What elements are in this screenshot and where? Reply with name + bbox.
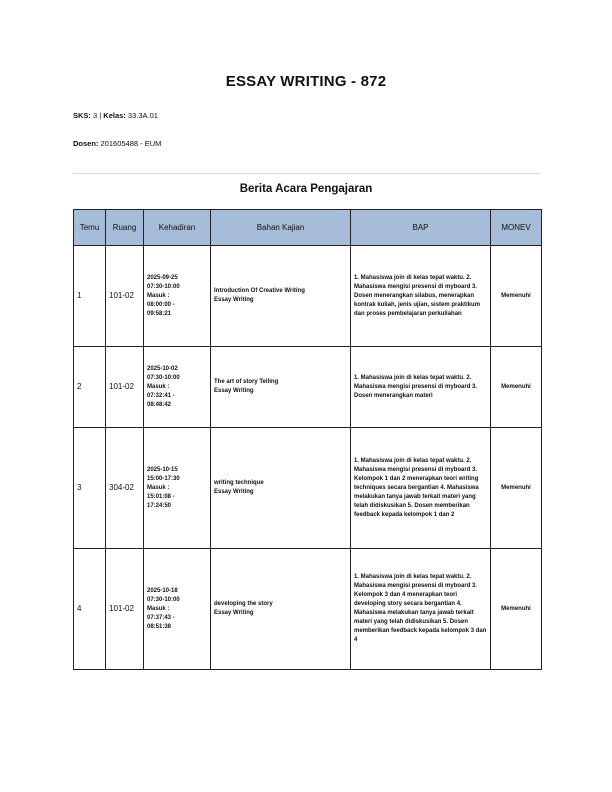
divider [73,173,541,174]
kehadiran-masuk-jam: 07:37:43 - [147,614,175,621]
cell-bap: 1. Mahasiswa join di kelas tepat waktu. 2. Mahasiswa mengisi presensi di myboard 3. Kelompok 1 dan 2 menerapkan teori writing techniques secara bergantian 4. Mahasiswa melakukan tanya jawab terkait materi yang telah didiskusikan 5. Dosen memberikan feedback kepada kelompok 1 dan 2 [351,428,491,549]
bahan-mata-kuliah: Essay Writing [214,489,254,495]
cell-temu: 1 [74,246,106,347]
kehadiran-masuk-label: Masuk : [147,484,170,491]
cell-ruang: 304-02 [106,428,144,549]
cell-bap: 1. Mahasiswa join di kelas tepat waktu. 2. Mahasiswa mengisi presensi di myboard 3. Dosen menerangkan silabus, menerapkan kontrak kuliah, jenis ujian, sistem praktikum dan proses pembelajaran perkuliahan [351,246,491,347]
cell-ruang: 101-02 [106,549,144,670]
bahan-mata-kuliah: Essay Writing [214,297,254,303]
sks-label: SKS: [73,111,91,120]
kehadiran-tanggal: 2025-10-18 [147,587,178,594]
bap-table [73,209,542,670]
cell-bahan-kajian [211,428,351,549]
header-kehadiran: Kehadiran [144,210,211,246]
kehadiran-jam: 07:30-10:00 [147,283,180,290]
kehadiran-masuk-jam: 07:32:41 - [147,392,175,399]
cell-bap: 1. Mahasiswa join di kelas tepat waktu. 2. Mahasiswa mengisi presensi di myboard 3. Kelompok 3 dan 4 menerapkan teori developing story secara bergantian 4. Mahasiswa melakukan tanya jawab terkait materi yang telah didiskusikan 5. Dosen memberikan feedback kepada kelompok 3 dan 4 [351,549,491,670]
cell-monev: Memenuhi [491,549,542,670]
course-info [73,111,158,120]
page-title: ESSAY WRITING - 872 [225,73,387,90]
kehadiran-tanggal: 2025-09-25 [147,274,178,281]
cell-ruang: 101-02 [106,246,144,347]
cell-monev: Memenuhi [491,347,542,428]
bahan-mata-kuliah: Essay Writing [214,610,254,616]
cell-temu: 2 [74,347,106,428]
table-row [74,347,542,428]
cell-kehadiran [144,428,211,549]
kehadiran-keluar-jam: 08:48:42 [147,401,172,408]
kelas-label: Kelas: [103,111,126,120]
cell-bahan-kajian [211,246,351,347]
dosen-value: 201605488 - EUM [98,139,162,148]
kehadiran-jam: 07:30-10:00 [147,374,180,381]
table-header-row [74,210,542,246]
cell-temu: 4 [74,549,106,670]
header-bahan-kajian: Bahan Kajian [211,210,351,246]
bahan-topik: writing technique [214,480,264,486]
kehadiran-tanggal: 2025-10-02 [147,365,178,372]
cell-monev: Memenuhi [491,246,542,347]
kehadiran-masuk-jam: 15:01:08 - [147,493,175,500]
table-row [74,428,542,549]
bahan-topik: The art of story Telling [214,379,279,385]
dosen-label: Dosen: [73,139,99,148]
bahan-topik: developing the story [214,601,273,607]
header-monev: MONEV [491,210,542,246]
kehadiran-keluar-jam: 08:51:38 [147,623,172,630]
kehadiran-masuk-jam: 08:00:00 - [147,301,175,308]
kehadiran-masuk-label: Masuk : [147,292,170,299]
cell-kehadiran [144,549,211,670]
kehadiran-masuk-label: Masuk : [147,383,170,390]
cell-kehadiran [144,246,211,347]
cell-monev: Memenuhi [491,428,542,549]
table-row [74,246,542,347]
cell-bahan-kajian [211,549,351,670]
kehadiran-keluar-jam: 09:58:21 [147,310,172,317]
section-title: Berita Acara Pengajaran [239,183,373,195]
kelas-value: 33.3A.01 [125,111,158,120]
kehadiran-keluar-jam: 17:24:50 [147,502,172,509]
sks-value: 3 | [90,111,104,120]
bahan-mata-kuliah: Essay Writing [214,388,254,394]
table-row [74,549,542,670]
bahan-topik: Introduction Of Creative Writing [214,288,305,294]
kehadiran-tanggal: 2025-10-15 [147,466,178,473]
cell-bahan-kajian [211,347,351,428]
header-ruang: Ruang [106,210,144,246]
kehadiran-jam: 15:00-17:30 [147,475,180,482]
header-bap: BAP [351,210,491,246]
header-temu: Temu [74,210,106,246]
kehadiran-jam: 07:30-10:00 [147,596,180,603]
cell-bap: 1. Mahasiswa join di kelas tepat waktu. 2. Mahasiswa mengisi presensi di myboard 3. Dosen menerangkan materi [351,347,491,428]
cell-ruang: 101-02 [106,347,144,428]
lecturer-info [73,139,161,148]
cell-temu: 3 [74,428,106,549]
cell-kehadiran [144,347,211,428]
kehadiran-masuk-label: Masuk : [147,605,170,612]
